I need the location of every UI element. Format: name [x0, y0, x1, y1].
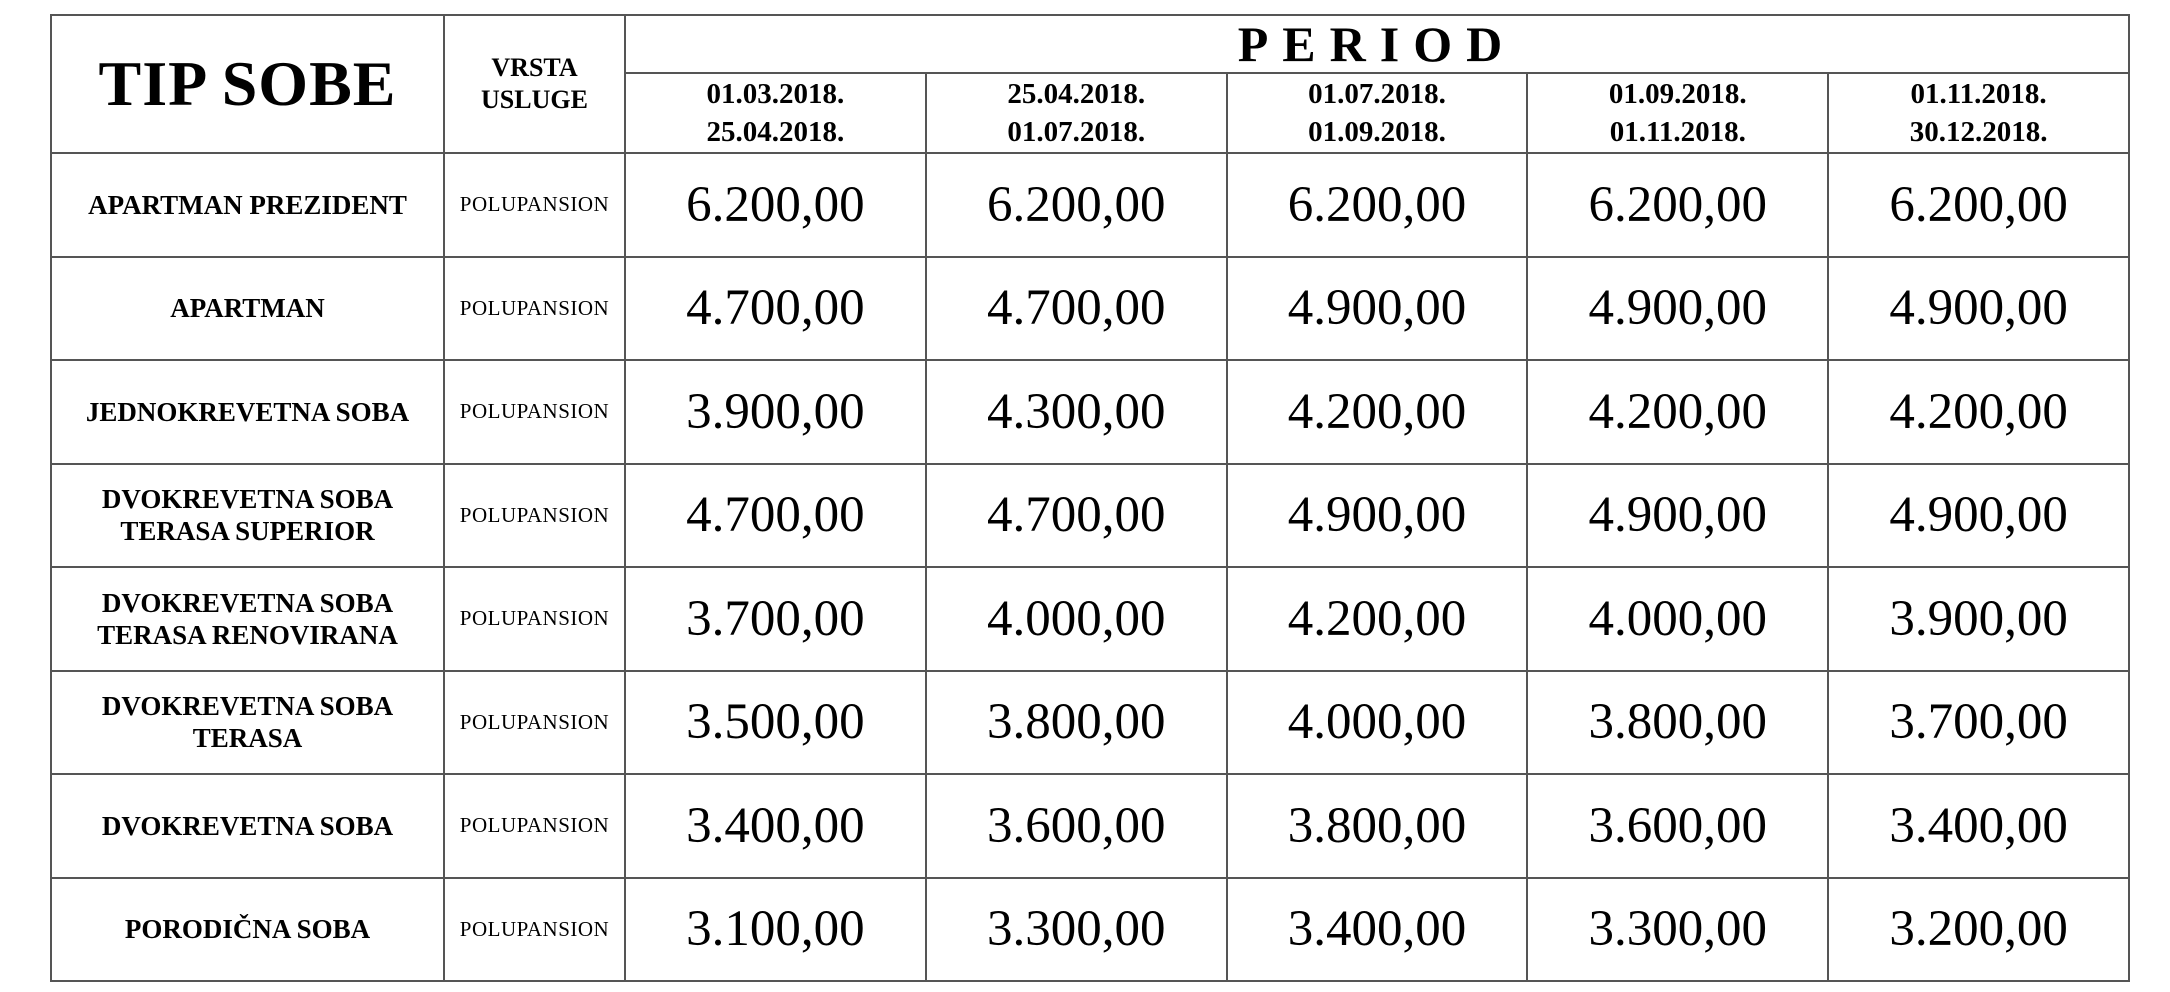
price-cell: 4.900,00	[1227, 464, 1528, 568]
period-to: 25.04.2018.	[706, 116, 845, 148]
price-cell: 4.300,00	[926, 360, 1227, 464]
price-cell: 3.700,00	[625, 567, 926, 671]
room-name-line-1: DVOKREVETNA SOBA	[101, 587, 394, 618]
room-name-line-2: TERASA SUPERIOR	[120, 516, 375, 547]
price-cell: 4.900,00	[1828, 464, 2129, 568]
service-cell: POLUPANSION	[444, 257, 625, 361]
price-cell: 4.700,00	[625, 257, 926, 361]
price-cell: 3.400,00	[625, 774, 926, 878]
price-cell: 3.100,00	[625, 878, 926, 982]
price-cell: 3.700,00	[1828, 671, 2129, 775]
period-range-5	[1828, 73, 2129, 153]
header-period: PERIOD	[625, 15, 2129, 73]
price-cell: 6.200,00	[926, 153, 1227, 257]
price-cell: 4.000,00	[926, 567, 1227, 671]
table-row	[51, 257, 2129, 361]
header-service-type	[444, 15, 625, 153]
price-cell: 3.900,00	[625, 360, 926, 464]
room-type-cell	[51, 360, 444, 464]
price-cell: 4.700,00	[625, 464, 926, 568]
period-to: 01.07.2018.	[1007, 116, 1146, 148]
period-from: 25.04.2018.	[1007, 78, 1146, 110]
room-name-line-1: DVOKREVETNA SOBA	[101, 484, 394, 515]
table-row	[51, 153, 2129, 257]
price-cell: 3.600,00	[926, 774, 1227, 878]
room-type-cell	[51, 464, 444, 568]
period-to: 01.11.2018.	[1609, 116, 1746, 148]
period-range-1	[625, 73, 926, 153]
room-name-line-1: JEDNOKREVETNA SOBA	[85, 396, 410, 427]
table-row	[51, 878, 2129, 982]
table-row	[51, 360, 2129, 464]
room-type-cell	[51, 671, 444, 775]
room-name-line-2: TERASA RENOVIRANA	[97, 619, 398, 650]
period-to: 30.12.2018.	[1909, 116, 2048, 148]
price-cell: 4.000,00	[1527, 567, 1828, 671]
price-cell: 4.200,00	[1527, 360, 1828, 464]
price-cell: 4.700,00	[926, 464, 1227, 568]
header-row-top	[51, 15, 2129, 73]
period-range-2	[926, 73, 1227, 153]
service-cell: POLUPANSION	[444, 464, 625, 568]
header-room-type: TIP SOBE	[51, 15, 444, 153]
table-row	[51, 464, 2129, 568]
price-cell: 3.800,00	[926, 671, 1227, 775]
room-type-cell	[51, 567, 444, 671]
price-cell: 3.500,00	[625, 671, 926, 775]
room-type-cell	[51, 153, 444, 257]
room-type-cell	[51, 774, 444, 878]
service-cell: POLUPANSION	[444, 567, 625, 671]
price-cell: 6.200,00	[1227, 153, 1528, 257]
period-range-3	[1227, 73, 1528, 153]
price-cell: 4.200,00	[1227, 567, 1528, 671]
price-cell: 3.400,00	[1227, 878, 1528, 982]
room-name-line-1: DVOKREVETNA SOBA	[101, 691, 394, 722]
service-cell: POLUPANSION	[444, 878, 625, 982]
price-cell: 4.900,00	[1527, 464, 1828, 568]
table-header	[51, 15, 2129, 153]
table-row	[51, 774, 2129, 878]
header-service-line-1: VRSTA	[491, 53, 578, 82]
period-from: 01.03.2018.	[706, 78, 845, 110]
price-cell: 4.000,00	[1227, 671, 1528, 775]
price-cell: 6.200,00	[1828, 153, 2129, 257]
room-name-line-2: TERASA	[192, 723, 303, 754]
period-from: 01.07.2018.	[1308, 78, 1446, 110]
table-row	[51, 671, 2129, 775]
service-cell: POLUPANSION	[444, 153, 625, 257]
service-cell: POLUPANSION	[444, 774, 625, 878]
room-name-line-1: APARTMAN	[170, 293, 325, 324]
header-service-line-2: USLUGE	[481, 85, 588, 114]
service-cell: POLUPANSION	[444, 671, 625, 775]
table-body	[51, 153, 2129, 981]
room-name-line-1: APARTMAN PREZIDENT	[88, 189, 407, 220]
price-cell: 4.900,00	[1527, 257, 1828, 361]
price-cell: 3.300,00	[1527, 878, 1828, 982]
price-cell: 3.400,00	[1828, 774, 2129, 878]
price-cell: 3.200,00	[1828, 878, 2129, 982]
price-cell: 4.900,00	[1227, 257, 1528, 361]
service-cell: POLUPANSION	[444, 360, 625, 464]
price-table	[50, 14, 2130, 982]
period-from: 01.09.2018.	[1608, 78, 1747, 110]
period-to: 01.09.2018.	[1308, 116, 1446, 148]
price-cell: 3.800,00	[1527, 671, 1828, 775]
price-cell: 3.600,00	[1527, 774, 1828, 878]
price-cell: 3.900,00	[1828, 567, 2129, 671]
price-cell: 3.800,00	[1227, 774, 1528, 878]
price-cell: 6.200,00	[625, 153, 926, 257]
room-name-line-1: DVOKREVETNA SOBA	[101, 810, 394, 841]
room-name-line-1: PORODIČNA SOBA	[124, 914, 371, 945]
table-row	[51, 567, 2129, 671]
room-type-cell	[51, 257, 444, 361]
price-cell: 4.900,00	[1828, 257, 2129, 361]
price-cell: 4.700,00	[926, 257, 1227, 361]
room-type-cell	[51, 878, 444, 982]
price-cell: 4.200,00	[1828, 360, 2129, 464]
price-cell: 4.200,00	[1227, 360, 1528, 464]
price-cell: 6.200,00	[1527, 153, 1828, 257]
period-from: 01.11.2018.	[1910, 78, 2047, 110]
price-cell: 3.300,00	[926, 878, 1227, 982]
period-range-4	[1527, 73, 1828, 153]
